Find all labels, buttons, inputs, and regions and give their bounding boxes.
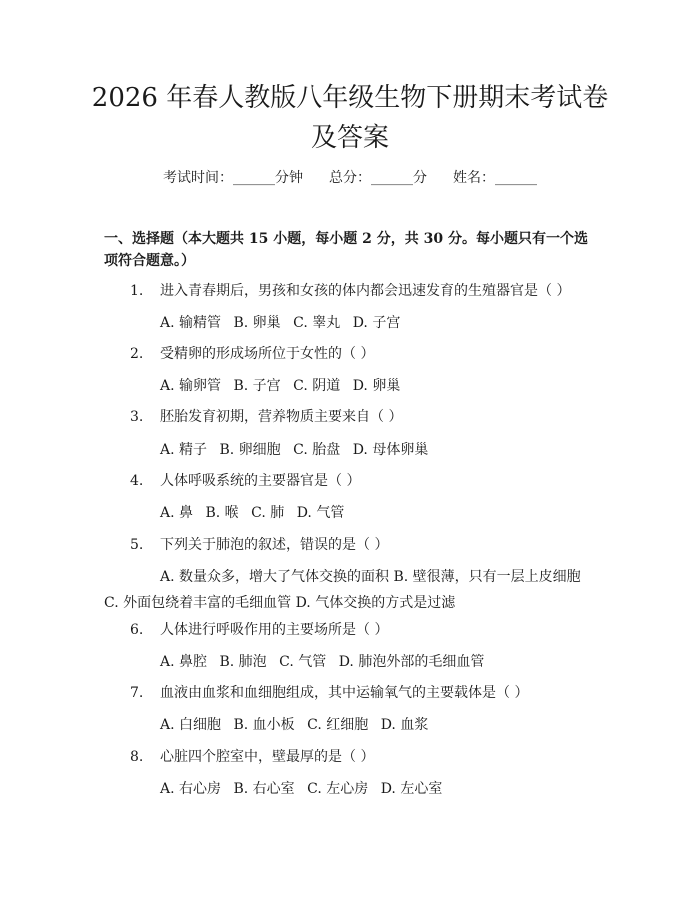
question-3-options xyxy=(104,440,624,460)
question-stem: 心脏四个腔室中，壁最厚的是（ ） xyxy=(160,749,375,765)
question-4-options xyxy=(104,503,624,523)
question-number: 2. xyxy=(130,346,144,362)
question-6-options xyxy=(104,652,624,672)
option-a: A. 输精管 xyxy=(160,315,222,331)
option-b: B. 右心室 xyxy=(233,781,295,797)
option-a: A. 右心房 xyxy=(160,781,222,797)
option-b: B. 血小板 xyxy=(233,717,295,733)
question-number: 1. xyxy=(130,283,144,299)
exam-meta xyxy=(0,168,700,188)
question-number: 3. xyxy=(130,409,144,425)
option-a: A. 精子 xyxy=(160,442,208,458)
exam-title: 2026 年春人教版八年级生物下册期末考试卷 xyxy=(91,83,609,113)
option-d: D. 左心室 xyxy=(380,781,443,797)
question-stem: 胚胎发育初期，营养物质主要来自（ ） xyxy=(160,409,403,425)
question-7-options xyxy=(104,715,624,735)
question-number: 4. xyxy=(130,473,144,489)
exam-title-continued: 及答案 xyxy=(310,123,389,153)
student-name-field: 姓名：______ xyxy=(453,170,537,186)
question-number: 5. xyxy=(130,537,144,553)
question-number: 7. xyxy=(130,685,144,701)
question-stem: 下列关于肺泡的叙述，错误的是（ ） xyxy=(160,537,389,553)
options-line-2: C. 外面包绕着丰富的毛细血管 D. 气体交换的方式是过滤 xyxy=(104,595,456,611)
option-c: C. 胎盘 xyxy=(293,442,341,458)
question-stem: 人体呼吸系统的主要器官是（ ） xyxy=(160,473,361,489)
option-c: C. 睾丸 xyxy=(293,315,341,331)
exam-time-field: 考试时间：______分钟 xyxy=(163,170,303,186)
total-score-field: 总分：______分 xyxy=(329,170,427,186)
option-a: A. 鼻腔 xyxy=(160,654,208,670)
question-stem: 血液由血浆和血细胞组成，其中运输氧气的主要载体是（ ） xyxy=(160,685,529,701)
option-d: D. 血浆 xyxy=(380,717,429,733)
question-stem: 人体进行呼吸作用的主要场所是（ ） xyxy=(160,622,389,638)
option-d: D. 母体卵巢 xyxy=(352,442,429,458)
question-stem: 进入青春期后，男孩和女孩的体内都会迅速发育的生殖器官是（ ） xyxy=(160,283,571,299)
option-c: C. 气管 xyxy=(279,654,327,670)
question-1-options xyxy=(104,313,624,333)
option-b: B. 卵巢 xyxy=(233,315,281,331)
question-5-options xyxy=(104,567,624,613)
option-c: C. 红细胞 xyxy=(307,717,369,733)
question-number: 6. xyxy=(130,622,144,638)
question-2-options xyxy=(104,376,624,396)
question-stem: 受精卵的形成场所位于女性的（ ） xyxy=(160,346,375,362)
option-d: D. 卵巢 xyxy=(352,378,401,394)
option-d: D. 子宫 xyxy=(352,315,401,331)
section-heading: 一、选择题（本大题共 15 小题，每小题 2 分，共 30 分。每小题只有一个选项符合题意。） xyxy=(104,231,588,269)
option-b: B. 喉 xyxy=(205,505,239,521)
option-c: C. 左心房 xyxy=(307,781,369,797)
question-number: 8. xyxy=(130,749,144,765)
option-b: B. 肺泡 xyxy=(219,654,267,670)
option-c: C. 肺 xyxy=(251,505,285,521)
option-b: B. 子宫 xyxy=(233,378,281,394)
option-d: D. 气管 xyxy=(296,505,345,521)
option-a: A. 输卵管 xyxy=(160,378,222,394)
option-c: C. 阴道 xyxy=(293,378,341,394)
option-d: D. 肺泡外部的毛细血管 xyxy=(338,654,485,670)
option-b: B. 卵细胞 xyxy=(219,442,281,458)
question-8-options xyxy=(104,779,624,799)
option-a: A. 鼻 xyxy=(160,505,194,521)
options-line-1: A. 数量众多，增大了气体交换的面积 B. 壁很薄，只有一层上皮细胞 xyxy=(160,569,581,585)
option-a: A. 白细胞 xyxy=(160,717,222,733)
